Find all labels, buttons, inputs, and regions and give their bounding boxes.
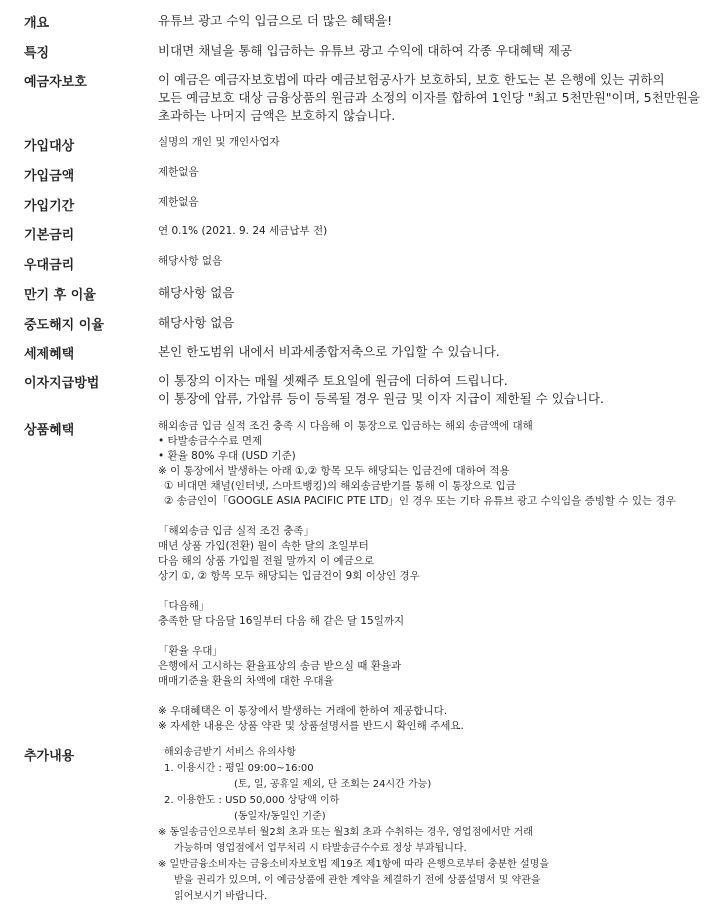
benefit-line: 매년 상품 가입(전환) 월이 속한 달의 초일부터 <box>158 540 369 552</box>
additional-line: (토, 일, 공휴일 제외, 단 조회는 24시간 가능) <box>234 779 432 790</box>
benefit-bullet: • 환율 80% 우대 (USD 기준) <box>158 450 296 462</box>
additional-note: 가능하며 영업점에서 업무처리 시 타발송금수수료 정상 부과됩니다. <box>174 843 467 854</box>
label-amount: 가입금액 <box>24 169 75 184</box>
overview-text: 유튜브 광고 수익 입금으로 더 많은 혜택을! <box>158 13 393 28</box>
eligibility-text: 실명의 개인 및 개인사업자 <box>158 136 280 148</box>
benefit-note: ※ 자세한 내용은 상품 약관 및 상품설명서를 반드시 확인해 주세요. <box>158 720 464 732</box>
additional-note: ※ 동일송금인으로부터 월2회 초과 또는 월3회 초과 수취하는 경우, 영업점에서만 거래 <box>158 827 533 838</box>
additional-line: 1. 이용시간 : 평일 09:00~16:00 <box>164 763 314 774</box>
additional-note: ※ 일반금융소비자는 금융소비자보호법 제19조 제1항에 따라 은행으로부터 충분한 설명을 <box>158 859 549 870</box>
benefit-condition: ② 송금인이「GOOGLE ASIA PACIFIC PTE LTD」인 경우 또는 기타 유튜브 광고 수익임을 증빙할 수 있는 경우 <box>164 495 676 507</box>
amount-text: 제한없음 <box>158 166 199 178</box>
label-additional-info: 추가내용 <box>24 749 75 764</box>
additional-note: 받을 권리가 있으며, 이 예금상품에 관한 계약을 체결하기 전에 상품설명서 및 약관을 <box>174 875 541 886</box>
label-period: 가입기간 <box>24 199 75 214</box>
benefit-heading: 「다음해」 <box>158 600 210 612</box>
period-text: 제한없음 <box>158 196 199 208</box>
benefit-bullet: • 타발송금수수료 면제 <box>158 435 263 447</box>
label-base-rate: 기본금리 <box>24 228 75 243</box>
interest-payment-line: 이 통장에 압류, 가압류 등이 등록될 경우 원금 및 이자 지급이 제한될 수 있습니다. <box>158 391 605 406</box>
additional-line: (동일자/동일인 기준) <box>234 811 326 822</box>
early-termination-rate-text: 해당사항 없음 <box>158 315 235 330</box>
benefit-heading: 「해외송금 입금 실적 조건 충족」 <box>158 525 315 537</box>
label-interest-payment: 이자지급방법 <box>24 376 100 391</box>
benefit-note: ※ 이 통장에서 발생하는 아래 ①,② 항목 모두 해당되는 입금건에 대하여 적용 <box>158 465 510 477</box>
label-features: 특징 <box>24 46 50 61</box>
benefit-heading: 「환율 우대」 <box>158 645 223 657</box>
preferential-rate-text: 해당사항 없음 <box>158 255 223 267</box>
depositor-protection-line: 이 예금은 예금자보호법에 따라 예금보험공사가 보호하되, 보호 한도는 본 은행에 있는 귀하의 <box>158 72 665 87</box>
benefit-line: 매매기준율 환율의 차액에 대한 우대율 <box>158 675 334 687</box>
base-rate-text: 연 0.1% (2021. 9. 24 세금납부 전) <box>158 225 328 237</box>
label-post-maturity-rate: 만기 후 이율 <box>24 288 96 303</box>
interest-payment-line: 이 통장의 이자는 매월 셋째주 토요일에 원금에 더하여 드립니다. <box>158 373 508 388</box>
label-early-termination-rate: 중도해지 이율 <box>24 318 104 333</box>
label-depositor-protection: 예금자보호 <box>24 75 87 90</box>
additional-note: 읽어보시기 바랍니다. <box>174 891 268 902</box>
additional-line: 2. 이용한도 : USD 50,000 상당액 이하 <box>164 795 340 806</box>
benefit-line: 은행에서 고시하는 환율표상의 송금 받으실 때 환율과 <box>158 660 402 672</box>
benefit-line: 다음 해의 상품 가입월 전월 말까지 이 예금으로 <box>158 555 375 567</box>
label-eligibility: 가입대상 <box>24 139 75 154</box>
features-text: 비대면 채널을 통해 입금하는 유튜브 광고 수익에 대하여 각종 우대혜택 제공 <box>158 43 573 58</box>
tax-benefit-text: 본인 한도범위 내에서 비과세종합저축으로 가입할 수 있습니다. <box>158 344 500 359</box>
benefit-line: 충족한 달 다음달 16일부터 다음 해 같은 달 15일까지 <box>158 615 405 627</box>
label-preferential-rate: 우대금리 <box>24 258 75 273</box>
label-product-benefits: 상품혜택 <box>24 423 75 438</box>
depositor-protection-line: 초과하는 나머지 금액은 보호하지 않습니다. <box>158 108 396 123</box>
benefit-note: ※ 우대혜택은 이 통장에서 발생하는 거래에 한하여 제공합니다. <box>158 705 448 717</box>
benefit-line: 상기 ①, ② 항목 모두 해당되는 입금건이 9회 이상인 경우 <box>158 570 420 582</box>
label-tax-benefit: 세제혜택 <box>24 347 75 362</box>
benefit-condition: ① 비대면 채널(인터넷, 스마트뱅킹)의 해외송금받기를 통해 이 통장으로 입금 <box>164 480 516 492</box>
post-maturity-rate-text: 해당사항 없음 <box>158 285 235 300</box>
depositor-protection-line: 모든 예금보호 대상 금융상품의 원금과 소정의 이자를 합하여 1인당 "최고 5천만원"이며, 5천만원을 <box>158 90 700 105</box>
additional-heading: 해외송금받기 서비스 유의사항 <box>164 747 296 758</box>
label-overview: 개요 <box>24 16 50 31</box>
benefit-line: 해외송금 입금 실적 조건 충족 시 다음해 이 통장으로 입금하는 해외 송금액에 대해 <box>158 420 533 432</box>
